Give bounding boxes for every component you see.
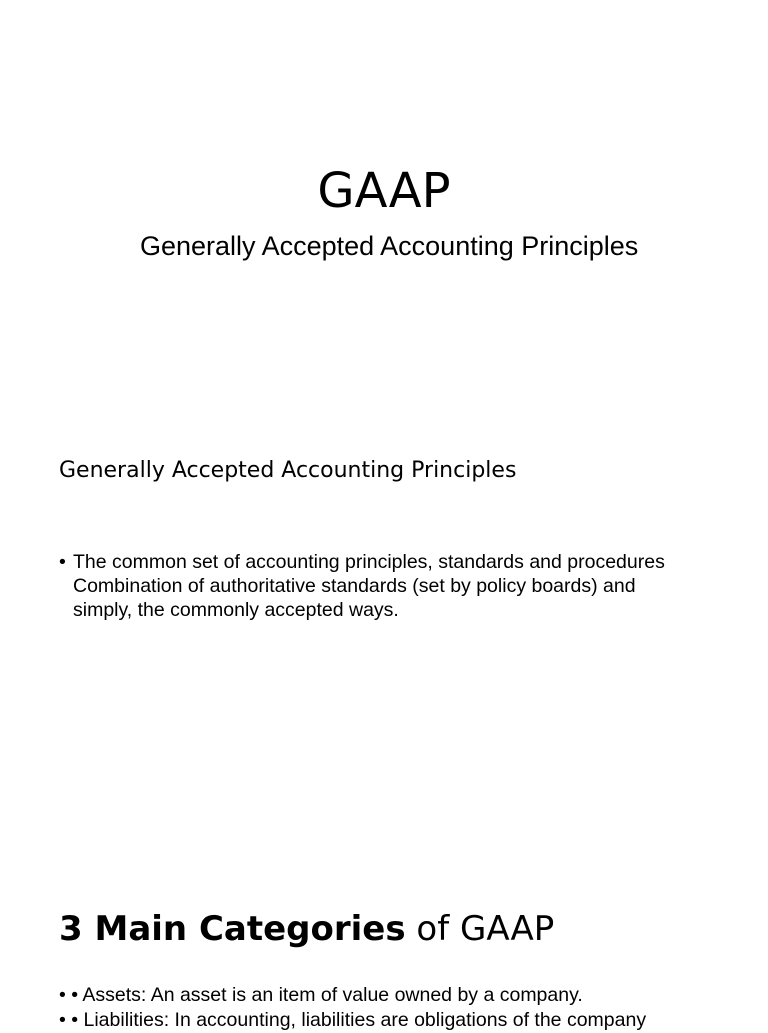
categories-heading bbox=[59, 906, 554, 952]
definition-bullet bbox=[59, 550, 719, 622]
categories-heading-rest: of GAAP bbox=[405, 909, 555, 949]
slide-title: GAAP bbox=[317, 163, 451, 219]
bullet-line: simply, the commonly accepted ways. bbox=[73, 599, 399, 621]
bullet-text bbox=[73, 550, 665, 622]
bullet-line: Combination of authoritative standards (set by policy boards) and bbox=[73, 575, 636, 597]
bullet-line: The common set of accounting principles, standards and procedures bbox=[73, 551, 665, 573]
categories-list bbox=[59, 983, 759, 1033]
list-item: • • Assets: An asset is an item of value owned by a company. bbox=[59, 984, 583, 1006]
list-item: • • Liabilities: In accounting, liabilities are obligations of the company bbox=[59, 1009, 647, 1031]
section-heading: Generally Accepted Accounting Principles bbox=[59, 458, 517, 483]
categories-heading-bold: 3 Main Categories bbox=[59, 909, 406, 949]
bullet-marker: • bbox=[59, 551, 66, 573]
slide-subtitle: Generally Accepted Accounting Principles bbox=[140, 231, 639, 261]
